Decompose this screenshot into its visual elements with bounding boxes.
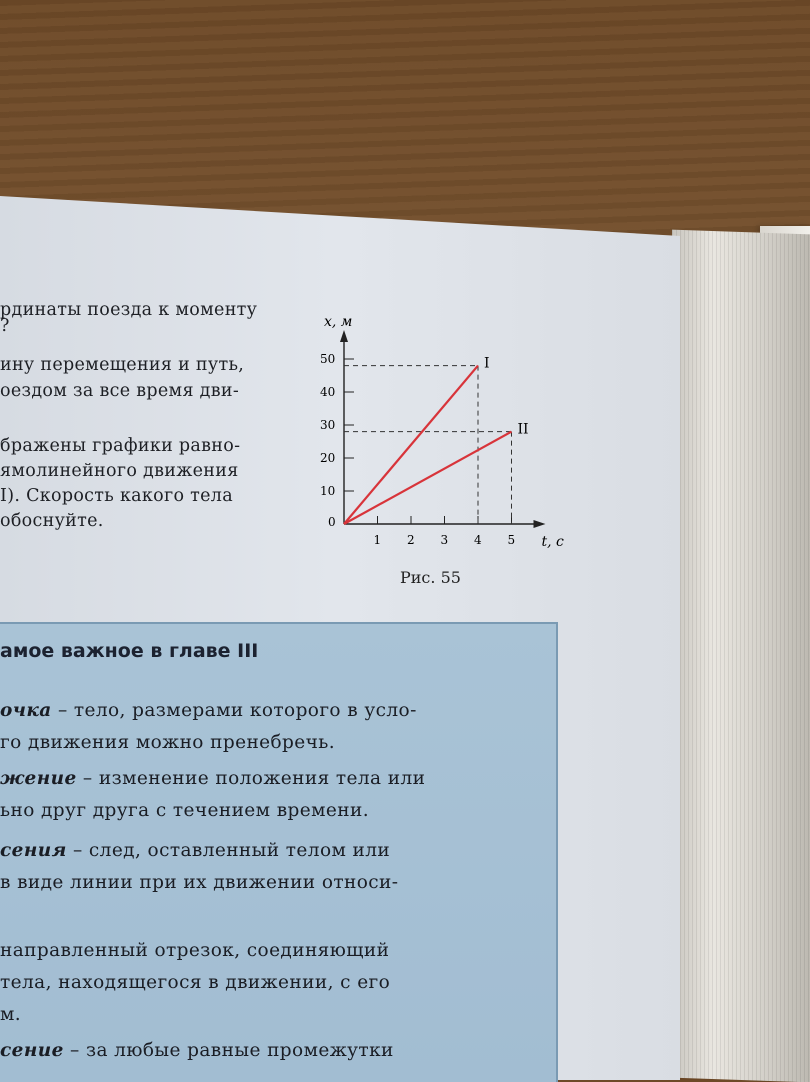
summary-text: – изменение положения тела или <box>76 768 426 789</box>
summary-line <box>0 700 417 721</box>
text-line: ину перемещения и путь, <box>0 355 245 375</box>
text-line: бражены графики равно- <box>0 436 241 456</box>
text-line: обоснуйте. <box>0 511 104 531</box>
text-line: оездом за все время дви- <box>0 381 240 401</box>
line-chart <box>318 300 564 570</box>
figure-caption: Рис. 55 <box>400 568 461 587</box>
summary-line <box>0 768 425 789</box>
summary-line <box>0 732 335 753</box>
summary-text: м. <box>0 1004 22 1025</box>
y-tick-label: 30 <box>320 418 336 432</box>
x-tick-label: 2 <box>407 533 415 547</box>
x-tick-label: 4 <box>474 533 482 547</box>
summary-line <box>0 872 398 893</box>
summary-term: сения <box>0 840 67 861</box>
y-tick-label: 40 <box>320 385 336 399</box>
text-line: рдинаты поезда к моменту <box>0 300 258 320</box>
summary-text: – тело, размерами которого в усло- <box>51 700 417 721</box>
series-label-II: II <box>517 421 529 438</box>
summary-line <box>0 940 389 961</box>
book-page-edges <box>672 230 810 1082</box>
text-line: ямолинейного движения <box>0 461 239 481</box>
summary-line <box>0 840 390 861</box>
y-axis-label: x, м <box>324 314 353 330</box>
x-axis-label: t, с <box>541 534 564 550</box>
summary-term: жение <box>0 768 77 789</box>
summary-text: – за любые равные промежутки <box>63 1040 394 1061</box>
x-tick-label: 5 <box>507 533 516 547</box>
y-tick-label: 20 <box>320 451 336 465</box>
summary-text: в виде линии при их движении относи- <box>0 872 399 893</box>
text-line: ? <box>0 316 10 336</box>
summary-term: очка <box>0 700 52 721</box>
x-tick-label: 1 <box>373 533 382 547</box>
summary-line <box>0 800 369 821</box>
summary-term: сение <box>0 1040 64 1061</box>
series-line-II <box>344 432 512 524</box>
summary-line <box>0 972 390 993</box>
text-line: I). Скорость какого тела <box>0 486 233 506</box>
summary-text: ьно друг друга с течением времени. <box>0 800 370 821</box>
y-tick-label: 0 <box>328 515 336 529</box>
summary-text: направленный отрезок, соединяющий <box>0 940 390 961</box>
y-tick-label: 10 <box>320 484 336 498</box>
figure-55 <box>318 300 564 600</box>
y-axis-arrow <box>340 330 348 342</box>
y-tick-label: 50 <box>320 352 336 366</box>
summary-line <box>0 1004 21 1025</box>
summary-line <box>0 1040 394 1061</box>
summary-text: го движения можно пренебречь. <box>0 732 336 753</box>
series-line-I <box>344 366 478 524</box>
x-axis-arrow <box>534 520 546 528</box>
summary-text: тела, находящегося в движении, с его <box>0 972 391 993</box>
summary-title: амое важное в главе III <box>0 640 259 662</box>
series-label-I: I <box>484 355 490 372</box>
x-tick-label: 3 <box>440 533 449 547</box>
summary-text: – след, оставленный телом или <box>66 840 391 861</box>
